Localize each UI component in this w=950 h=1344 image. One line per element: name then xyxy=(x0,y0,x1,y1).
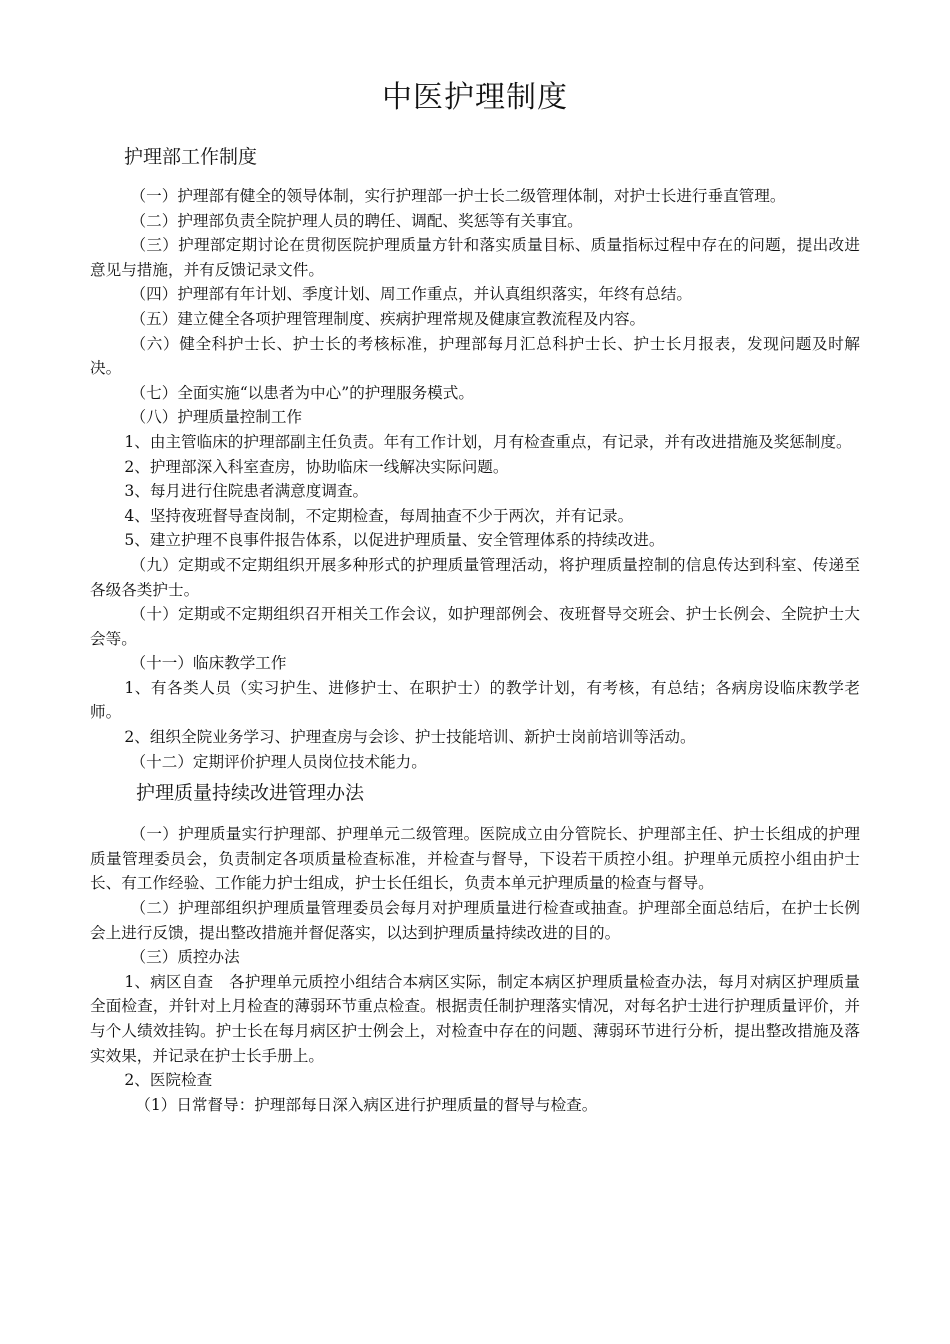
section-body-quality-improvement xyxy=(90,822,860,1117)
paragraph: （九）定期或不定期组织开展多种形式的护理质量管理活动，将护理质量控制的信息传达到科室、传递至各级各类护士。 xyxy=(90,555,860,599)
paragraph: （八）护理质量控制工作 xyxy=(130,408,303,427)
paragraph: （1）日常督导：护理部每日深入病区进行护理质量的督导与检查。 xyxy=(135,1095,598,1114)
paragraph: 2、医院检查 xyxy=(124,1071,213,1090)
paragraph: 2、组织全院业务学习、护理查房与会诊、护士技能培训、新护士岗前培训等活动。 xyxy=(124,728,696,747)
paragraph: 1、有各类人员（实习护生、进修护士、在职护士）的教学计划，有考核，有总结；各病房设临床教学老师。 xyxy=(90,678,860,722)
paragraph: 5、建立护理不良事件报告体系，以促进护理质量、安全管理体系的持续改进。 xyxy=(124,531,665,550)
paragraph: （十）定期或不定期组织召开相关工作会议，如护理部例会、夜班督导交班会、护士长例会、全院护士大会等。 xyxy=(90,605,860,648)
paragraph: （一）护理质量实行护理部、护理单元二级管理。医院成立由分管院长、护理部主任、护士长组成的护理质量管理委员会，负责制定各项质量检查标准，并检查与督导，下设若干质控小组。护理单元质控小组由护士长、有工作经验、工作能力护士组成，护士长任组长，负责本单元护理质量的检查与督导。 xyxy=(90,825,860,893)
paragraph: 1、病区自查 各护理单元质控小组结合本病区实际，制定本病区护理质量检查办法，每月对病区护理质量全面检查，并针对上月检查的薄弱环节重点检查。根据责任制护理落实情况，对每名护士进行护理质量评价，并与个人绩效挂钩。护士长在每月病区护士例会上，对检查中存在的问题、薄弱环节进行分析，提出整改措施及落实效果，并记录在护士长手册上。 xyxy=(90,972,860,1065)
paragraph: （二）护理部负责全院护理人员的聘任、调配、奖惩等有关事宜。 xyxy=(130,211,583,230)
paragraph: （十一）临床教学工作 xyxy=(130,654,287,673)
section-heading-nursing-dept-rules: 护理部工作制度 xyxy=(124,146,258,168)
paragraph: （六）健全科护士长、护士长的考核标准，护理部每月汇总科护士长、护士长月报表，发现问题及时解决。 xyxy=(90,334,860,378)
paragraph: （二）护理部组织护理质量管理委员会每月对护理质量进行检查或抽查。护理部全面总结后，在护士长例会上进行反馈，提出整改措施并督促落实，以达到护理质量持续改进的目的。 xyxy=(90,899,860,942)
paragraph: （三）护理部定期讨论在贯彻医院护理质量方针和落实质量目标、质量指标过程中存在的问题，提出改进意见与措施，并有反馈记录文件。 xyxy=(90,236,860,279)
paragraph: （三）质控办法 xyxy=(130,948,240,967)
paragraph: 1、由主管临床的护理部副主任负责。年有工作计划，月有检查重点，有记录，并有改进措施及奖惩制度。 xyxy=(124,432,852,451)
section-body-nursing-dept-rules xyxy=(90,184,860,774)
paragraph: （七）全面实施“以患者为中心”的护理服务模式。 xyxy=(130,383,474,402)
paragraph: （四）护理部有年计划、季度计划、周工作重点，并认真组织落实，年终有总结。 xyxy=(130,285,692,304)
document-title: 中医护理制度 xyxy=(382,80,568,115)
paragraph: （十二）定期评价护理人员岗位技术能力。 xyxy=(130,752,427,771)
paragraph: （五）建立健全各项护理管理制度、疾病护理常规及健康宣教流程及内容。 xyxy=(130,309,646,328)
paragraph: （一）护理部有健全的领导体制，实行护理部一护士长二级管理体制，对护士长进行垂直管理。 xyxy=(130,187,786,205)
paragraph: 3、每月进行住院患者满意度调查。 xyxy=(124,482,369,501)
section-heading-quality-improvement: 护理质量持续改进管理办法 xyxy=(136,782,365,805)
paragraph: 2、护理部深入科室查房，协助临床一线解决实际问题。 xyxy=(124,457,509,476)
paragraph: 4、坚持夜班督导查岗制，不定期检查，每周抽查不少于两次，并有记录。 xyxy=(124,506,634,525)
